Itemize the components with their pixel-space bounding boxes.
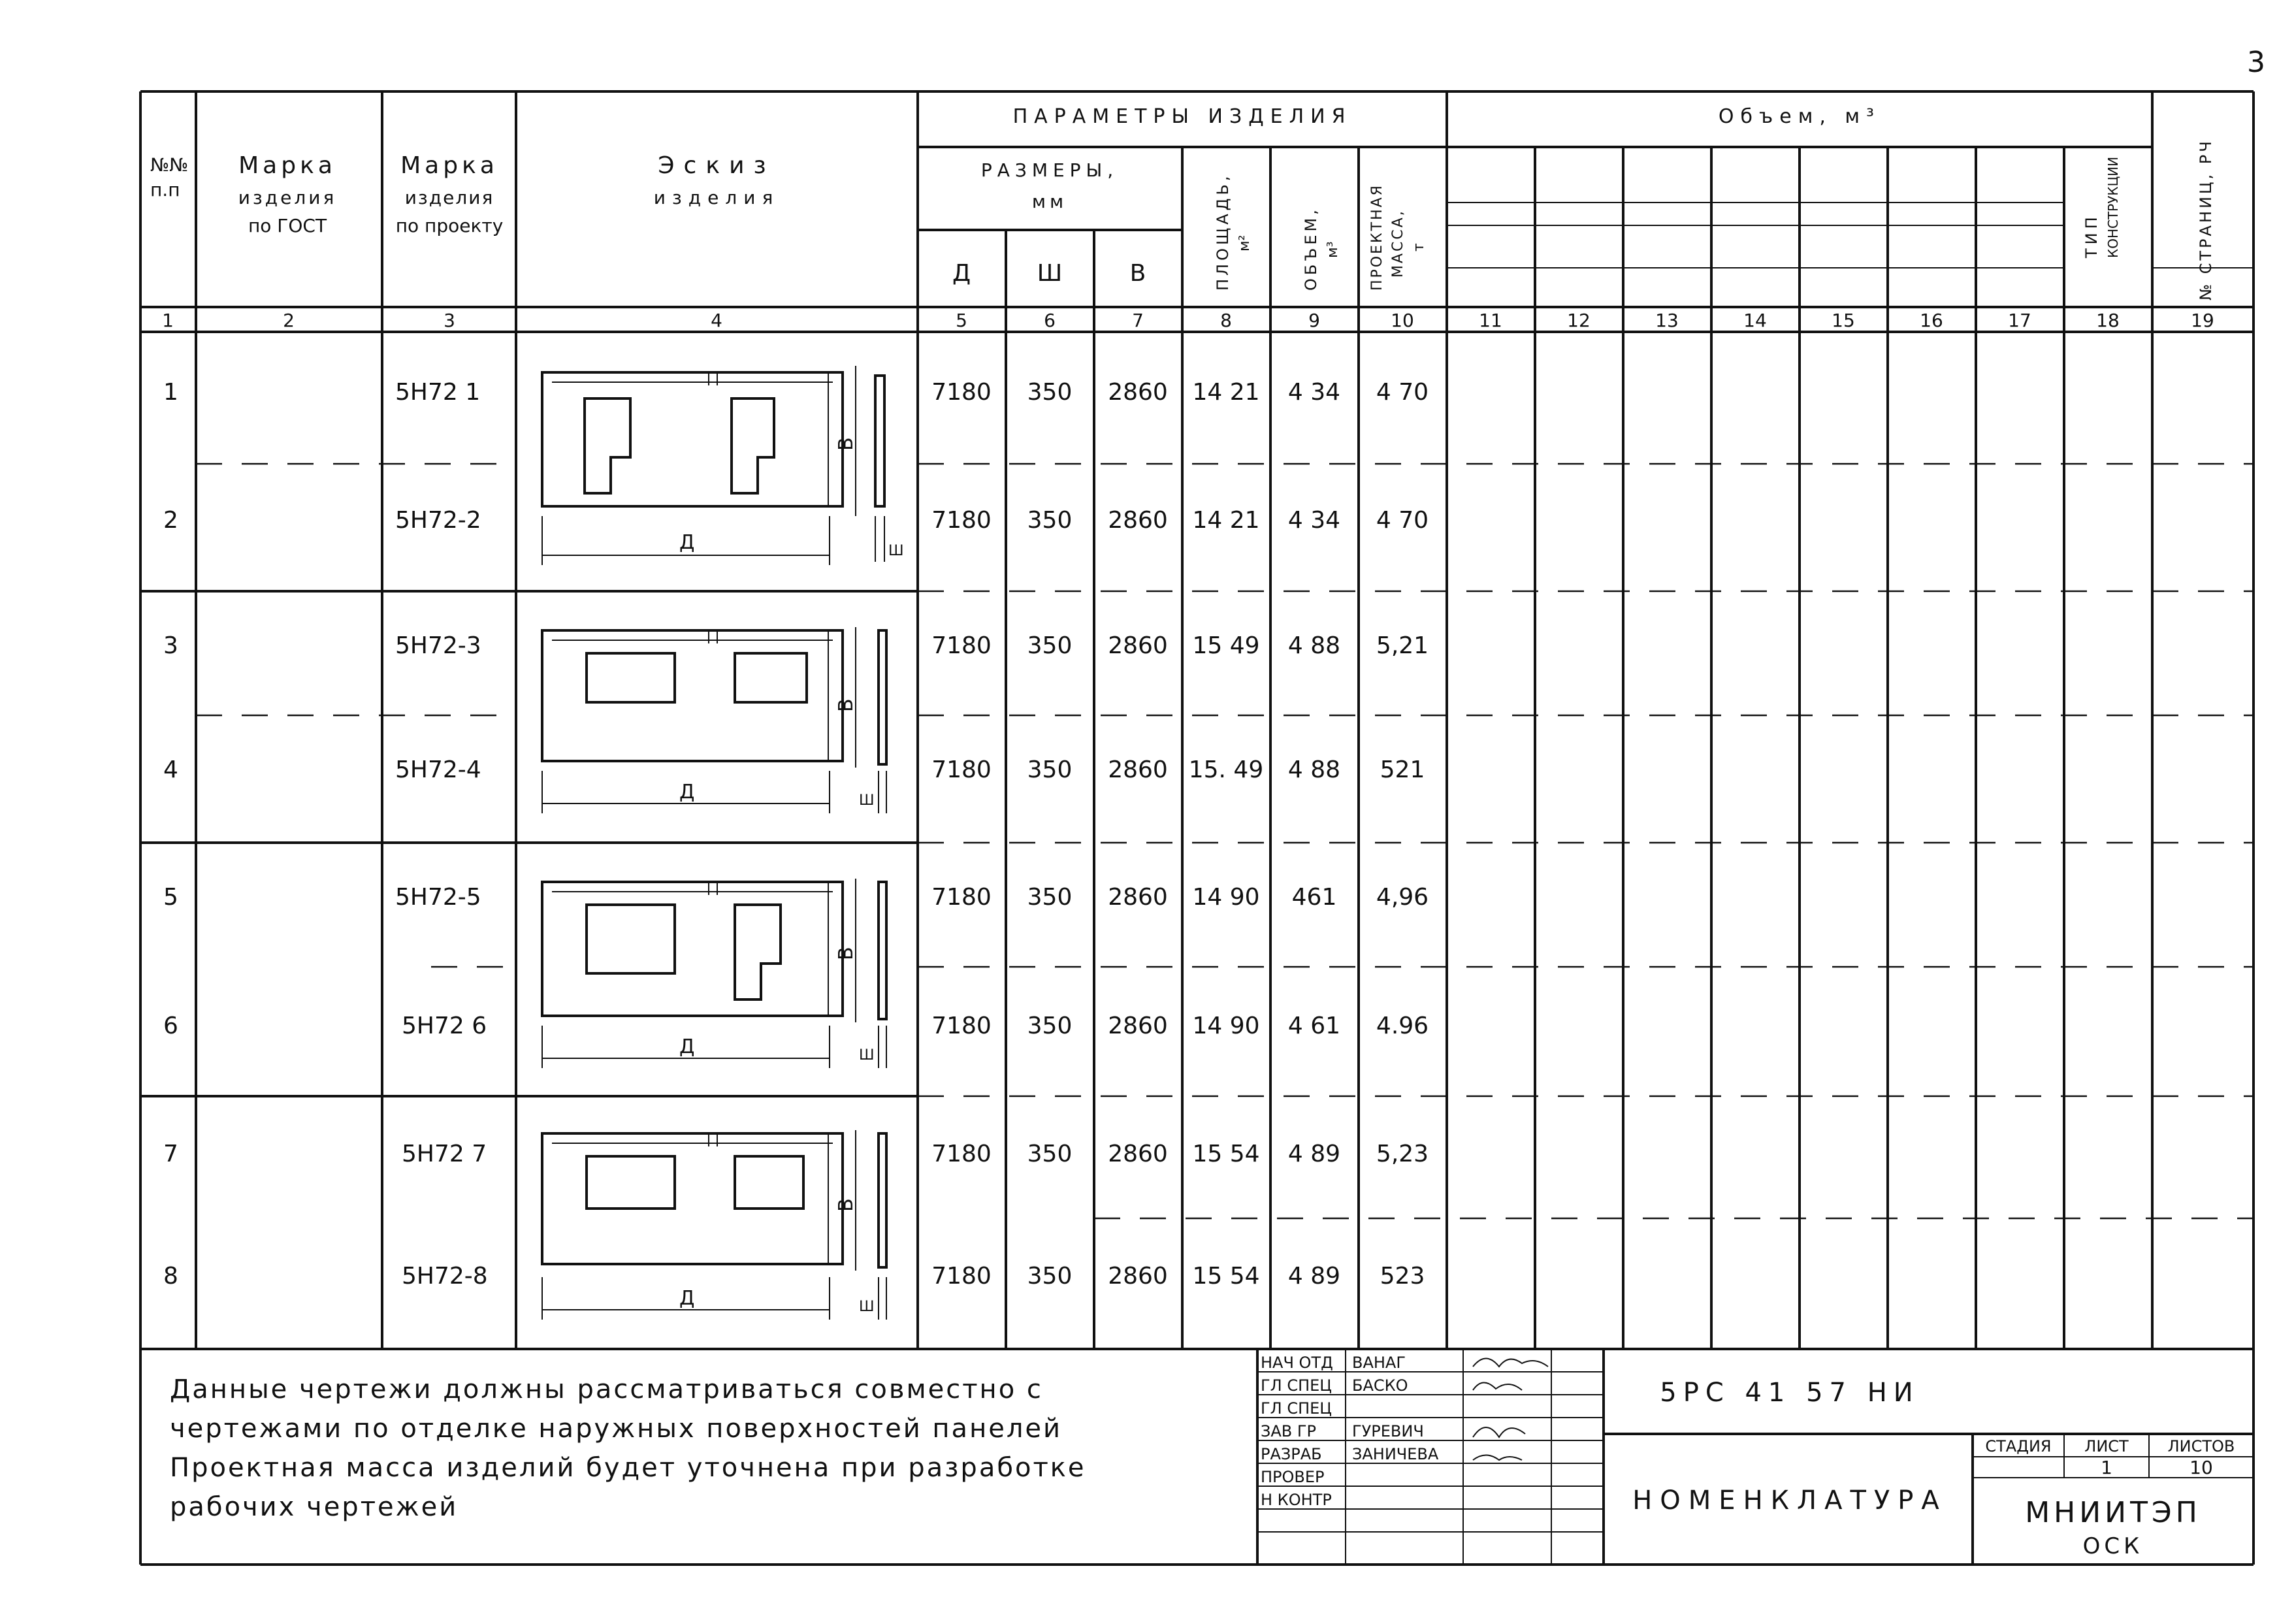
header-params: ПАРАМЕТРЫ ИЗДЕЛИЯ xyxy=(1012,105,1352,128)
row-mark: 5Н72-4 xyxy=(395,756,481,783)
panel-sketch-2 xyxy=(542,627,886,813)
row-mass: 4,96 xyxy=(1376,884,1429,911)
colnum-6: 6 xyxy=(1044,310,1056,331)
row-volume: 4 61 xyxy=(1287,1013,1341,1039)
note-line-4: рабочих чертежей xyxy=(170,1492,459,1522)
row-d: 7180 xyxy=(931,884,992,911)
note-line-2: чертежами по отделке наружных поверхностей панелей xyxy=(170,1414,1062,1444)
row-mass: 4 70 xyxy=(1376,379,1429,406)
header-gost-3: по ГОСТ xyxy=(248,215,327,236)
signature-1 xyxy=(1473,1359,1548,1367)
row-d: 7180 xyxy=(931,632,992,659)
colnum-2: 2 xyxy=(283,310,295,331)
name-1: ВАНАГ xyxy=(1352,1354,1406,1372)
colnum-12: 12 xyxy=(1567,310,1591,331)
row-area: 15 54 xyxy=(1192,1141,1260,1167)
row-v: 2860 xyxy=(1108,632,1168,659)
dim-d-label: Д xyxy=(679,531,695,554)
dim-sh-label: Ш xyxy=(859,1047,875,1064)
stage-label: СТАДИЯ xyxy=(1985,1437,2052,1455)
row-num: 6 xyxy=(163,1013,178,1039)
document-name: НОМЕНКЛАТУРА xyxy=(1632,1486,1947,1516)
table-row xyxy=(163,884,1429,911)
row-d: 7180 xyxy=(931,507,992,534)
row-mass: 4 70 xyxy=(1376,507,1429,534)
colnum-14: 14 xyxy=(1743,310,1767,331)
sheet-label: ЛИСТ xyxy=(2084,1437,2129,1455)
row-sh: 350 xyxy=(1027,1013,1073,1039)
colnum-7: 7 xyxy=(1132,310,1144,331)
header-mass-3: т xyxy=(1411,243,1427,252)
row-area: 14 21 xyxy=(1192,379,1260,406)
row-mass: 5,23 xyxy=(1376,1141,1429,1167)
signature-2 xyxy=(1473,1382,1522,1390)
header-area-1: ПЛОЩАДЬ, xyxy=(1214,172,1232,291)
table-row xyxy=(163,1141,1429,1167)
dim-d-label: Д xyxy=(679,1035,695,1058)
header-sh: Ш xyxy=(1037,260,1063,287)
header-gost-1: Марка xyxy=(238,152,336,179)
dim-v-label: В xyxy=(835,947,858,960)
column-numbers xyxy=(162,310,2214,331)
row-num: 2 xyxy=(163,507,178,534)
header-sketch-2: изделия xyxy=(653,187,780,208)
dim-sh-label: Ш xyxy=(859,792,875,809)
row-num: 8 xyxy=(163,1263,178,1290)
colnum-16: 16 xyxy=(1920,310,1943,331)
note-line-1: Данные чертежи должны рассматриваться совместно с xyxy=(170,1374,1043,1405)
row-mark: 5Н72 1 xyxy=(395,379,481,406)
row-v: 2860 xyxy=(1108,756,1168,783)
header-sizes-1: РАЗМЕРЫ, xyxy=(980,159,1119,181)
header-num-1: №№ xyxy=(150,154,189,176)
row-v: 2860 xyxy=(1108,1263,1168,1290)
row-area: 15 49 xyxy=(1192,632,1260,659)
row-sh: 350 xyxy=(1027,379,1073,406)
row-mass: 5,21 xyxy=(1376,632,1429,659)
dim-v-label: В xyxy=(835,1198,858,1212)
panel-sketch-4 xyxy=(542,1130,886,1320)
role-1: НАЧ ОТД xyxy=(1261,1354,1333,1372)
panel-sketch-1 xyxy=(542,366,904,565)
row-area: 14 90 xyxy=(1192,1013,1260,1039)
colnum-9: 9 xyxy=(1308,310,1320,331)
colnum-1: 1 xyxy=(162,310,174,331)
row-d: 7180 xyxy=(931,379,992,406)
document-code: 5РС 41 57 НИ xyxy=(1660,1378,1920,1408)
row-mass: 4.96 xyxy=(1376,1013,1429,1039)
header-volume-2: м³ xyxy=(1325,241,1341,258)
row-num: 3 xyxy=(163,632,178,659)
row-d: 7180 xyxy=(931,1013,992,1039)
header-mass-1: ПРОЕКТНАЯ xyxy=(1369,184,1385,291)
row-volume: 4 34 xyxy=(1287,507,1341,534)
role-2: ГЛ СПЕЦ xyxy=(1261,1376,1332,1395)
header-proj-2: изделия xyxy=(404,187,494,208)
name-4: ГУРЕВИЧ xyxy=(1352,1422,1424,1440)
role-5: РАЗРАБ xyxy=(1261,1445,1322,1463)
header-sizes-2: мм xyxy=(1031,191,1068,212)
row-v: 2860 xyxy=(1108,1141,1168,1167)
row-num: 5 xyxy=(163,884,178,911)
colnum-18: 18 xyxy=(2096,310,2120,331)
colnum-10: 10 xyxy=(1391,310,1414,331)
row-area: 14 90 xyxy=(1192,884,1260,911)
table-row xyxy=(163,507,1429,534)
organization-sub: ОСК xyxy=(2082,1533,2144,1559)
role-3: ГЛ СПЕЦ xyxy=(1261,1399,1332,1418)
row-volume: 4 89 xyxy=(1287,1263,1341,1290)
colnum-11: 11 xyxy=(1479,310,1502,331)
header-mass-2: МАССА, xyxy=(1390,209,1406,278)
row-mark: 5Н72-2 xyxy=(395,507,481,534)
table-row xyxy=(163,1263,1425,1290)
row-sh: 350 xyxy=(1027,884,1073,911)
dim-sh-label: Ш xyxy=(859,1299,875,1315)
sheet-value: 1 xyxy=(2101,1457,2112,1478)
row-v: 2860 xyxy=(1108,507,1168,534)
row-volume: 4 88 xyxy=(1287,756,1341,783)
panel-sketch-3 xyxy=(542,879,886,1068)
row-d: 7180 xyxy=(931,756,992,783)
sheets-value: 10 xyxy=(2189,1457,2213,1478)
table-row xyxy=(163,632,1429,659)
role-6: ПРОВЕР xyxy=(1261,1468,1325,1486)
row-dividers xyxy=(196,464,2254,1218)
name-2: БАСКО xyxy=(1352,1376,1408,1395)
header-proj-1: Марка xyxy=(400,152,498,179)
dim-v-label: В xyxy=(835,698,858,712)
header-type-1: ТИП xyxy=(2082,213,2101,258)
signature-4 xyxy=(1473,1455,1522,1461)
dim-d-label: Д xyxy=(679,781,695,804)
row-volume: 4 89 xyxy=(1287,1141,1341,1167)
colnum-5: 5 xyxy=(956,310,967,331)
row-v: 2860 xyxy=(1108,884,1168,911)
row-volume: 4 34 xyxy=(1287,379,1341,406)
header-area-2: м² xyxy=(1236,235,1253,252)
signature-3 xyxy=(1473,1427,1525,1437)
row-area: 15 54 xyxy=(1192,1263,1260,1290)
row-area: 15. 49 xyxy=(1188,756,1264,783)
header-v: В xyxy=(1129,260,1146,287)
colnum-13: 13 xyxy=(1655,310,1679,331)
row-volume: 461 xyxy=(1291,884,1337,911)
name-5: ЗАНИЧЕВА xyxy=(1352,1445,1439,1463)
role-7: Н КОНТР xyxy=(1261,1491,1332,1509)
row-mark: 5Н72 6 xyxy=(402,1013,487,1039)
row-sh: 350 xyxy=(1027,1141,1073,1167)
header-d: Д xyxy=(952,260,971,287)
header-num-2: п.п xyxy=(150,179,180,201)
row-v: 2860 xyxy=(1108,379,1168,406)
dim-v-label: В xyxy=(835,437,858,451)
header-proj-3: по проекту xyxy=(395,215,504,236)
colnum-15: 15 xyxy=(1832,310,1855,331)
row-mass: 521 xyxy=(1380,756,1425,783)
row-num: 7 xyxy=(163,1141,178,1167)
header-pages: № СТРАНИЦ, РЧ xyxy=(2197,138,2215,300)
header-sketch-1: Эскиз xyxy=(658,152,775,179)
colnum-8: 8 xyxy=(1220,310,1232,331)
title-block xyxy=(1257,1349,2254,1565)
table-row xyxy=(163,379,1429,406)
dim-d-label: Д xyxy=(679,1287,695,1310)
colnum-4: 4 xyxy=(711,310,722,331)
row-mark: 5Н72-5 xyxy=(395,884,481,911)
role-4: ЗАВ ГР xyxy=(1261,1422,1317,1440)
row-sh: 350 xyxy=(1027,632,1073,659)
row-mark: 5Н72-3 xyxy=(395,632,481,659)
row-d: 7180 xyxy=(931,1263,992,1290)
row-num: 4 xyxy=(163,756,178,783)
row-sh: 350 xyxy=(1027,507,1073,534)
row-mass: 523 xyxy=(1380,1263,1425,1290)
row-sh: 350 xyxy=(1027,1263,1073,1290)
row-mark: 5Н72 7 xyxy=(402,1141,487,1167)
dim-sh-label: Ш xyxy=(888,543,904,559)
sheets-label: ЛИСТОВ xyxy=(2167,1437,2235,1455)
row-mark: 5Н72-8 xyxy=(402,1263,488,1290)
row-num: 1 xyxy=(163,379,178,406)
row-d: 7180 xyxy=(931,1141,992,1167)
header-type-2: КОНСТРУКЦИИ xyxy=(2105,156,2121,258)
row-v: 2860 xyxy=(1108,1013,1168,1039)
row-area: 14 21 xyxy=(1192,507,1260,534)
colnum-17: 17 xyxy=(2008,310,2031,331)
row-sh: 350 xyxy=(1027,756,1073,783)
row-volume: 4 88 xyxy=(1287,632,1341,659)
notes xyxy=(170,1374,1086,1522)
colnum-19: 19 xyxy=(2191,310,2214,331)
header-gost-2: изделия xyxy=(238,187,337,208)
note-line-3: Проектная масса изделий будет уточнена при разработке xyxy=(170,1453,1086,1483)
header-volume-title: Объем, м³ xyxy=(1718,105,1881,128)
page-number: 3 xyxy=(2247,46,2265,79)
colnum-3: 3 xyxy=(444,310,455,331)
header-volume-1: ОБЪЕМ, xyxy=(1302,206,1320,291)
organization-name: МНИИТЭП xyxy=(2025,1496,2201,1529)
